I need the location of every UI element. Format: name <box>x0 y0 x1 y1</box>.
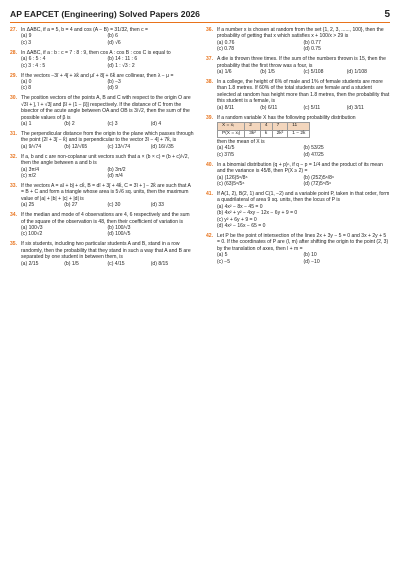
answer-option: (a) (126)5⁶/8⁶ <box>217 174 248 181</box>
answer-option: (a) 8/11 <box>217 104 235 111</box>
question-item <box>10 73 194 92</box>
answer-option: (d) −10 <box>303 258 320 265</box>
question-text: The perpendicular distance from the origin to the plane which passes through the point (2î + 3ĵ − k̂) and is perpendicular to the vector 3î − 4ĵ + 7k̂, is <box>21 130 194 144</box>
question-text: If a, b and c are non-coplanar unit vectors such that a × (b × c) = (b + c)/√2, then the angle between a and b is <box>21 153 190 167</box>
answer-option: (d) 1 : √3 : 2 <box>107 62 135 69</box>
table-cell: 2k² <box>272 130 288 137</box>
table-cell: X = xᵢ <box>218 123 245 130</box>
answer-option: (d) 100/√5 <box>107 231 131 238</box>
answer-option: (a) 41/5 <box>217 145 235 152</box>
answer-option: (c) 8 <box>21 85 32 92</box>
answer-option: (c) 3 : 4 : 5 <box>21 62 46 69</box>
question-item <box>206 27 390 53</box>
answer-option: (d) 4 <box>150 121 162 128</box>
question-text-continued: then the mean of X is <box>217 138 265 145</box>
answer-option: (c) 37/5 <box>217 151 235 158</box>
answer-option: (a) 1 <box>21 121 32 128</box>
question-text: In a binomial distribution (q + p)ⁿ, if q − p = 1/4 and the product of its mean and the variance is 45/8, then P(X ≥ 2) = <box>217 161 383 175</box>
question-number: 34. <box>10 212 18 219</box>
options <box>21 79 194 92</box>
answer-option: (c) 3 <box>107 121 118 128</box>
question-text: If the median and mode of 4 observations are 4, 6 respectively and the sum of the square of the observation is 48, then their coefficient of variation is <box>21 212 190 225</box>
answer-option: (a) 5 <box>217 252 228 259</box>
answer-option: (b) 1/5 <box>260 69 275 76</box>
answer-option: (d) 4x² − 16x − 65 = 0 <box>217 223 266 230</box>
question-number: 40. <box>206 161 214 168</box>
options <box>21 202 194 208</box>
answer-option: (c) y² + 6y + 9 = 0 <box>217 216 257 223</box>
left-column <box>10 27 194 270</box>
answer-option: (a) 4x² − 8x − 45 = 0 <box>217 203 263 210</box>
question-text: If a number x is chosen at random from the set {1, 2, 3, ......, 100}, then the probability of getting that x which satisfies x + 100/x > 29 is <box>217 27 384 40</box>
options <box>217 204 390 230</box>
answer-option: (a) 9/√74 <box>21 143 42 150</box>
table-cell: 1 − 2k <box>288 130 310 137</box>
table-row <box>218 130 310 137</box>
options <box>21 56 194 69</box>
answer-option: (d) (72)5⁵/5⁶ <box>303 181 332 188</box>
header-title: AP EAPCET (Engineering) Solved Papers 2026 <box>10 9 200 19</box>
answer-option: (b) 10 <box>303 252 317 259</box>
table-cell: 7 <box>272 123 288 130</box>
answer-option: (a) 0.76 <box>217 39 235 46</box>
table-cell: 2 <box>245 123 261 130</box>
answer-option: (c) 5/108 <box>303 69 324 76</box>
question-text: If A(1, 2), B(2, 1) and C(1, −2) and a variable point P, taken in that order, form a quadrilateral of area 9 sq. units, then the locus of P is <box>217 190 390 204</box>
answer-option: (d) 1/108 <box>346 69 367 76</box>
answer-option: (d) 47/25 <box>303 151 324 158</box>
answer-option: (a) 1/6 <box>217 69 232 76</box>
answer-option: (b) 53/25 <box>303 145 324 152</box>
answer-option: (c) 30 <box>107 202 121 209</box>
answer-option: (a) 100√3 <box>21 224 43 231</box>
answer-option: (d) 9 <box>107 85 118 92</box>
answer-option: (b) (252)5⁶/8⁶ <box>303 174 335 181</box>
answer-option: (b) 100/√3 <box>107 224 131 231</box>
question-number: 29. <box>10 72 18 79</box>
answer-option: (b) 12/√65 <box>64 143 88 150</box>
question-number: 38. <box>206 78 214 85</box>
options <box>21 33 194 46</box>
question-number: 30. <box>10 95 18 102</box>
answer-option: (c) 4/15 <box>107 260 125 267</box>
answer-option: (b) 1/5 <box>64 260 79 267</box>
question-text: In a college, the height of 6% of male and 1% of female students are more than 1.8 metres. If 60% of the total students are female and a student selected at random has height more than 1.8 metres, then the probability that this student is a female, is <box>217 78 390 105</box>
answer-option: (b) 27 <box>64 202 78 209</box>
answer-option: (a) 3π/4 <box>21 166 40 173</box>
question-text: In ΔABC, if a = 5, b = 4 and cos (A − B) = 31/32, then c = <box>21 27 148 33</box>
question-item <box>10 241 194 267</box>
question-item <box>10 183 194 209</box>
answer-option: (d) √6 <box>107 39 121 46</box>
table-cell: 4 <box>260 123 272 130</box>
table-cell: P(X = xᵢ) <box>218 130 245 137</box>
answer-option: (b) 2 <box>64 121 75 128</box>
options <box>217 105 390 111</box>
options <box>21 144 194 150</box>
answer-option: (b) 6/11 <box>260 104 278 111</box>
question-number: 37. <box>206 56 214 63</box>
table-row <box>218 123 310 130</box>
question-item <box>206 162 390 188</box>
options <box>217 145 390 158</box>
answer-option: (a) 25 <box>21 202 35 209</box>
right-column <box>206 27 390 269</box>
question-item <box>206 191 390 230</box>
question-item <box>206 115 390 159</box>
answer-option: (a) 2/15 <box>21 260 39 267</box>
answer-option: (a) 9 <box>21 33 32 40</box>
options <box>217 40 390 53</box>
answer-option: (b) 14 : 11 : 6 <box>107 56 138 63</box>
question-item <box>10 212 194 238</box>
question-text: If the vectors A = aî + bĵ + ck̂, B = dî + 3ĵ + 4k̂, C = 3î + ĵ − 2k̂ are such that A = B + C and form a triangle whose area is 5√6 sq. units, then the maximum value of |a| + |b| + |c| + |d| is <box>21 182 191 202</box>
answer-option: (c) 100√2 <box>21 231 43 238</box>
page-number: 5 <box>384 8 390 20</box>
answer-option: (d) 8/15 <box>150 260 169 267</box>
question-number: 28. <box>10 49 18 56</box>
answer-option: (b) 6 <box>107 33 118 40</box>
answer-option: (d) 16/√35 <box>150 143 174 150</box>
question-number: 32. <box>10 153 18 160</box>
answer-option: (d) 0.75 <box>303 46 321 53</box>
table-cell: 3k² <box>245 130 261 137</box>
options <box>21 261 194 267</box>
question-number: 27. <box>10 27 18 33</box>
question-number: 42. <box>206 233 214 240</box>
question-text: If the vectors −3î + 4ĵ + λk̂ and μî + 8ĵ + 6k̂ are collinear, then λ − μ = <box>21 72 174 79</box>
options <box>21 225 194 238</box>
options <box>21 167 194 180</box>
question-item <box>10 154 194 180</box>
options <box>21 121 194 127</box>
answer-option: (b) 3π/2 <box>107 166 126 173</box>
question-text: If a random variable X has the following probability distribution <box>217 114 356 121</box>
question-item <box>10 27 194 46</box>
answer-option: (c) 5/11 <box>303 104 321 111</box>
question-text: If six students, including two particular students A and B, stand in a row randomly, then the probability that they stand in such a way that A and B are separated by one student in between them, is <box>21 241 191 261</box>
question-item <box>206 79 390 111</box>
distribution-table <box>217 122 310 138</box>
question-item <box>10 131 194 150</box>
question-item <box>10 50 194 69</box>
question-number: 41. <box>206 190 214 197</box>
answer-option: (d) 33 <box>150 202 164 209</box>
question-text: The position vectors of the points A, B and C with respect to the origin O are √3î + ĵ, î + √3ĵ and βî + (1 − β)ĵ respectively. If the distance of C from the bisector of the acute angle between OA and OB is 3/√2, then the sum of the possible values of β is <box>21 95 191 121</box>
question-number: 36. <box>206 27 214 33</box>
options <box>217 175 390 188</box>
answer-option: (b) 0.77 <box>303 39 321 46</box>
page-header <box>10 6 390 23</box>
question-number: 33. <box>10 182 18 189</box>
answer-option: (c) (63)5⁶/5⁶ <box>217 181 245 188</box>
question-number: 39. <box>206 114 214 121</box>
question-number: 35. <box>10 241 18 248</box>
answer-option: (b) −3 <box>107 78 121 85</box>
answer-option: (c) 0.78 <box>217 46 235 53</box>
answer-option: (d) 3/11 <box>346 104 364 111</box>
table-cell: k <box>260 130 272 137</box>
answer-option: (b) 4x² + y² − 4xy − 12x − 6y + 9 = 0 <box>217 210 298 217</box>
options <box>217 69 390 75</box>
answer-option: (c) π/2 <box>21 173 36 180</box>
answer-option: (d) π/4 <box>107 173 123 180</box>
question-item <box>10 95 194 127</box>
answer-option: (a) 6 : 5 : 4 <box>21 56 46 63</box>
answer-option: (a) 0 <box>21 78 32 85</box>
table-cell: 11 <box>288 123 310 130</box>
question-text: Let P be the point of intersection of the lines 2x + 3y − 5 = 0 and 3x + 2y + 5 = 0. If the coordinates of P are (l, m) after shifting the origin to the point (2, 3) by the translation of axes, then l + m = <box>217 233 389 252</box>
question-item <box>206 56 390 75</box>
question-text: In ΔABC, if a : b : c = 7 : 8 : 9, then cos A : cos B : cos C is equal to <box>21 49 171 56</box>
options <box>217 252 390 265</box>
answer-option: (c) 3 <box>21 39 32 46</box>
question-item <box>206 233 390 265</box>
answer-option: (c) −5 <box>217 258 231 265</box>
question-number: 31. <box>10 130 18 137</box>
answer-option: (c) 13/√74 <box>107 143 131 150</box>
question-text: A die is thrown three times. If the sum of the numbers thrown is 15, then the probability that the first throw was a four, is <box>217 56 386 69</box>
